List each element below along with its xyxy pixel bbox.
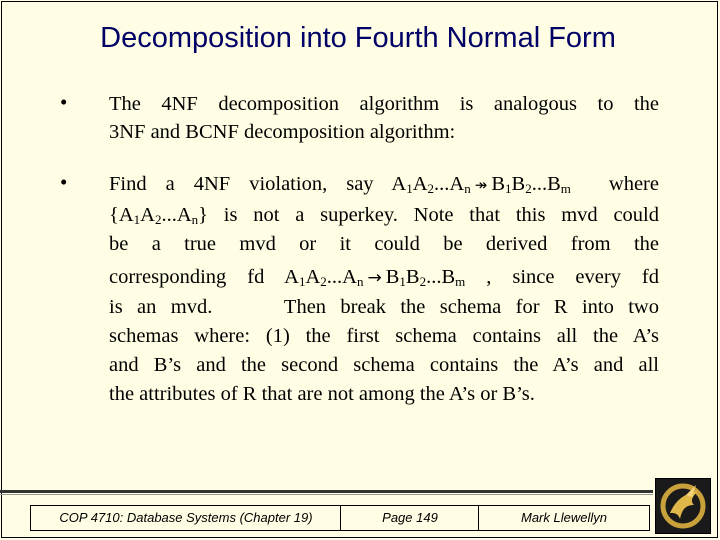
ucf-pegasus-logo-icon <box>655 478 711 534</box>
bullet-marker: • <box>60 90 68 114</box>
footer-divider-shadow <box>0 494 653 495</box>
bullet-1-text <box>109 90 659 146</box>
bullet-1-line-2: 3NF and BCNF decomposition algorithm: <box>109 121 456 143</box>
bullet-2-line-4: corresponding fd $A_1A_2...A_n \to B_1B_2...B_m$ , since every fd <box>109 266 659 289</box>
bullet-2-line-7: and B’s and the second schema contains the A’s and all <box>109 354 659 376</box>
bullet-2-line-6: schemas where: (1) the first schema contains all the A’s <box>109 325 659 347</box>
slide-footer <box>0 490 720 540</box>
bullet-2-line-2: $\{A_1A_2...A_n\}$ is not a superkey. Note that this mvd could <box>109 204 659 227</box>
footer-page-number: Page 149 <box>340 505 480 531</box>
bullet-1-line-1: The 4NF decomposition algorithm is analogous to the <box>109 93 659 115</box>
footer-course: COP 4710: Database Systems (Chapter 19) <box>30 505 342 531</box>
fd-arrow-icon: → <box>367 268 382 288</box>
mvd-arrow-icon: ↠ <box>474 178 488 194</box>
bullet-2-line-1: Find a 4NF violation, say $A_1A_2...A_n$ ↠ $B_1B_2...B_m$ where <box>109 173 659 196</box>
slide-title: Decomposition into Fourth Normal Form <box>100 22 616 54</box>
bullet-2-line-8: the attributes of R that are not among the A’s or B’s. <box>109 383 535 405</box>
bullet-2-line-3: be a true mvd or it could be derived from the <box>109 233 659 255</box>
footer-author: Mark Llewellyn <box>478 505 650 531</box>
bullet-marker: • <box>60 170 68 194</box>
bullet-2-text <box>109 170 659 409</box>
footer-divider <box>0 490 653 493</box>
bullet-2-line-5: is an mvd. Then break the schema for R into two <box>109 296 659 318</box>
